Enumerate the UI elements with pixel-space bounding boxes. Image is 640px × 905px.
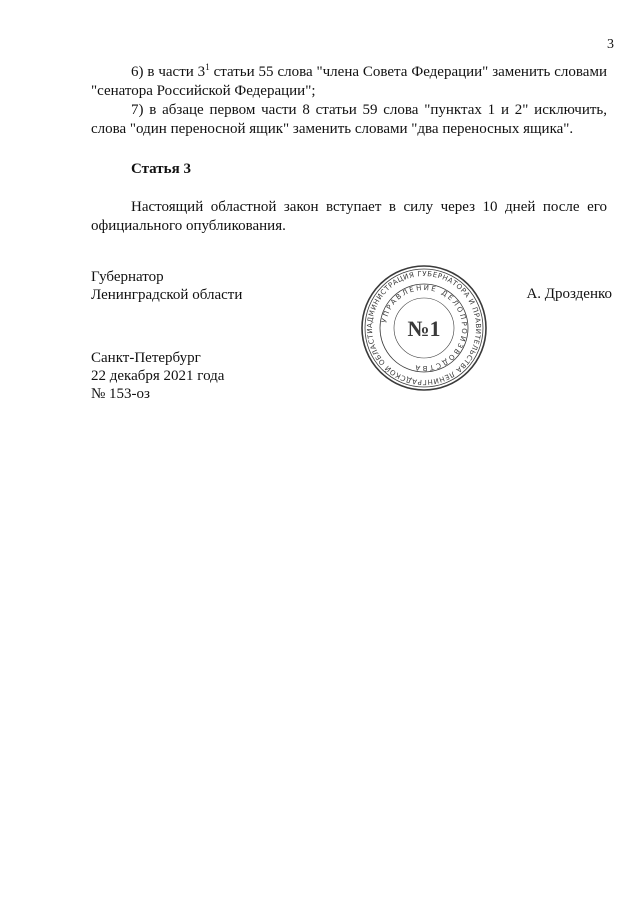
signatory-name: А. Дрозденко xyxy=(526,286,612,302)
article-text: Настоящий областной закон вступает в силу через 10 дней после его официального опубликования. xyxy=(91,199,607,234)
amendment-6-text: статьи 55 слова "члена Совета Федерации" заменить словами "сенатора Российской Федерации"; xyxy=(91,64,607,99)
seal-inner-text: УПРАВЛЕНИЕ ДЕЛОПРОИЗВОДСТВА xyxy=(380,283,469,373)
amendment-7-text: 7) в абзаце первом части 8 статьи 59 слова "пунктах 1 и 2" исключить, слова "один переносной ящик" заменить словами "два переносных ящика". xyxy=(91,102,607,137)
amendment-item-6 xyxy=(91,63,607,101)
issue-details xyxy=(91,349,224,403)
amendment-6-superscript: 1 xyxy=(205,62,210,72)
issue-place: Санкт-Петербург xyxy=(91,350,201,366)
seal-icon xyxy=(358,262,490,394)
issue-date: 22 декабря 2021 года xyxy=(91,368,225,384)
amendment-6-prefix: 6) в части 3 xyxy=(131,64,206,80)
seal-number: №1 xyxy=(407,316,441,341)
document-body xyxy=(91,63,607,236)
signatory-title: Губернатор xyxy=(91,269,164,285)
page-number: 3 xyxy=(607,37,614,52)
seal-ring-text: АДМИНИСТРАЦИЯ ГУБЕРНАТОРА И ПРАВИТЕЛЬСТВА ЛЕНИНГРАДСКОЙ ОБЛАСТИ xyxy=(365,269,483,387)
signatory-position xyxy=(91,268,242,304)
law-number: № 153-оз xyxy=(91,386,150,402)
amendment-item-7 xyxy=(91,101,607,139)
article-heading: Статья 3 xyxy=(131,161,191,177)
signatory-region: Ленинградской области xyxy=(91,287,243,303)
